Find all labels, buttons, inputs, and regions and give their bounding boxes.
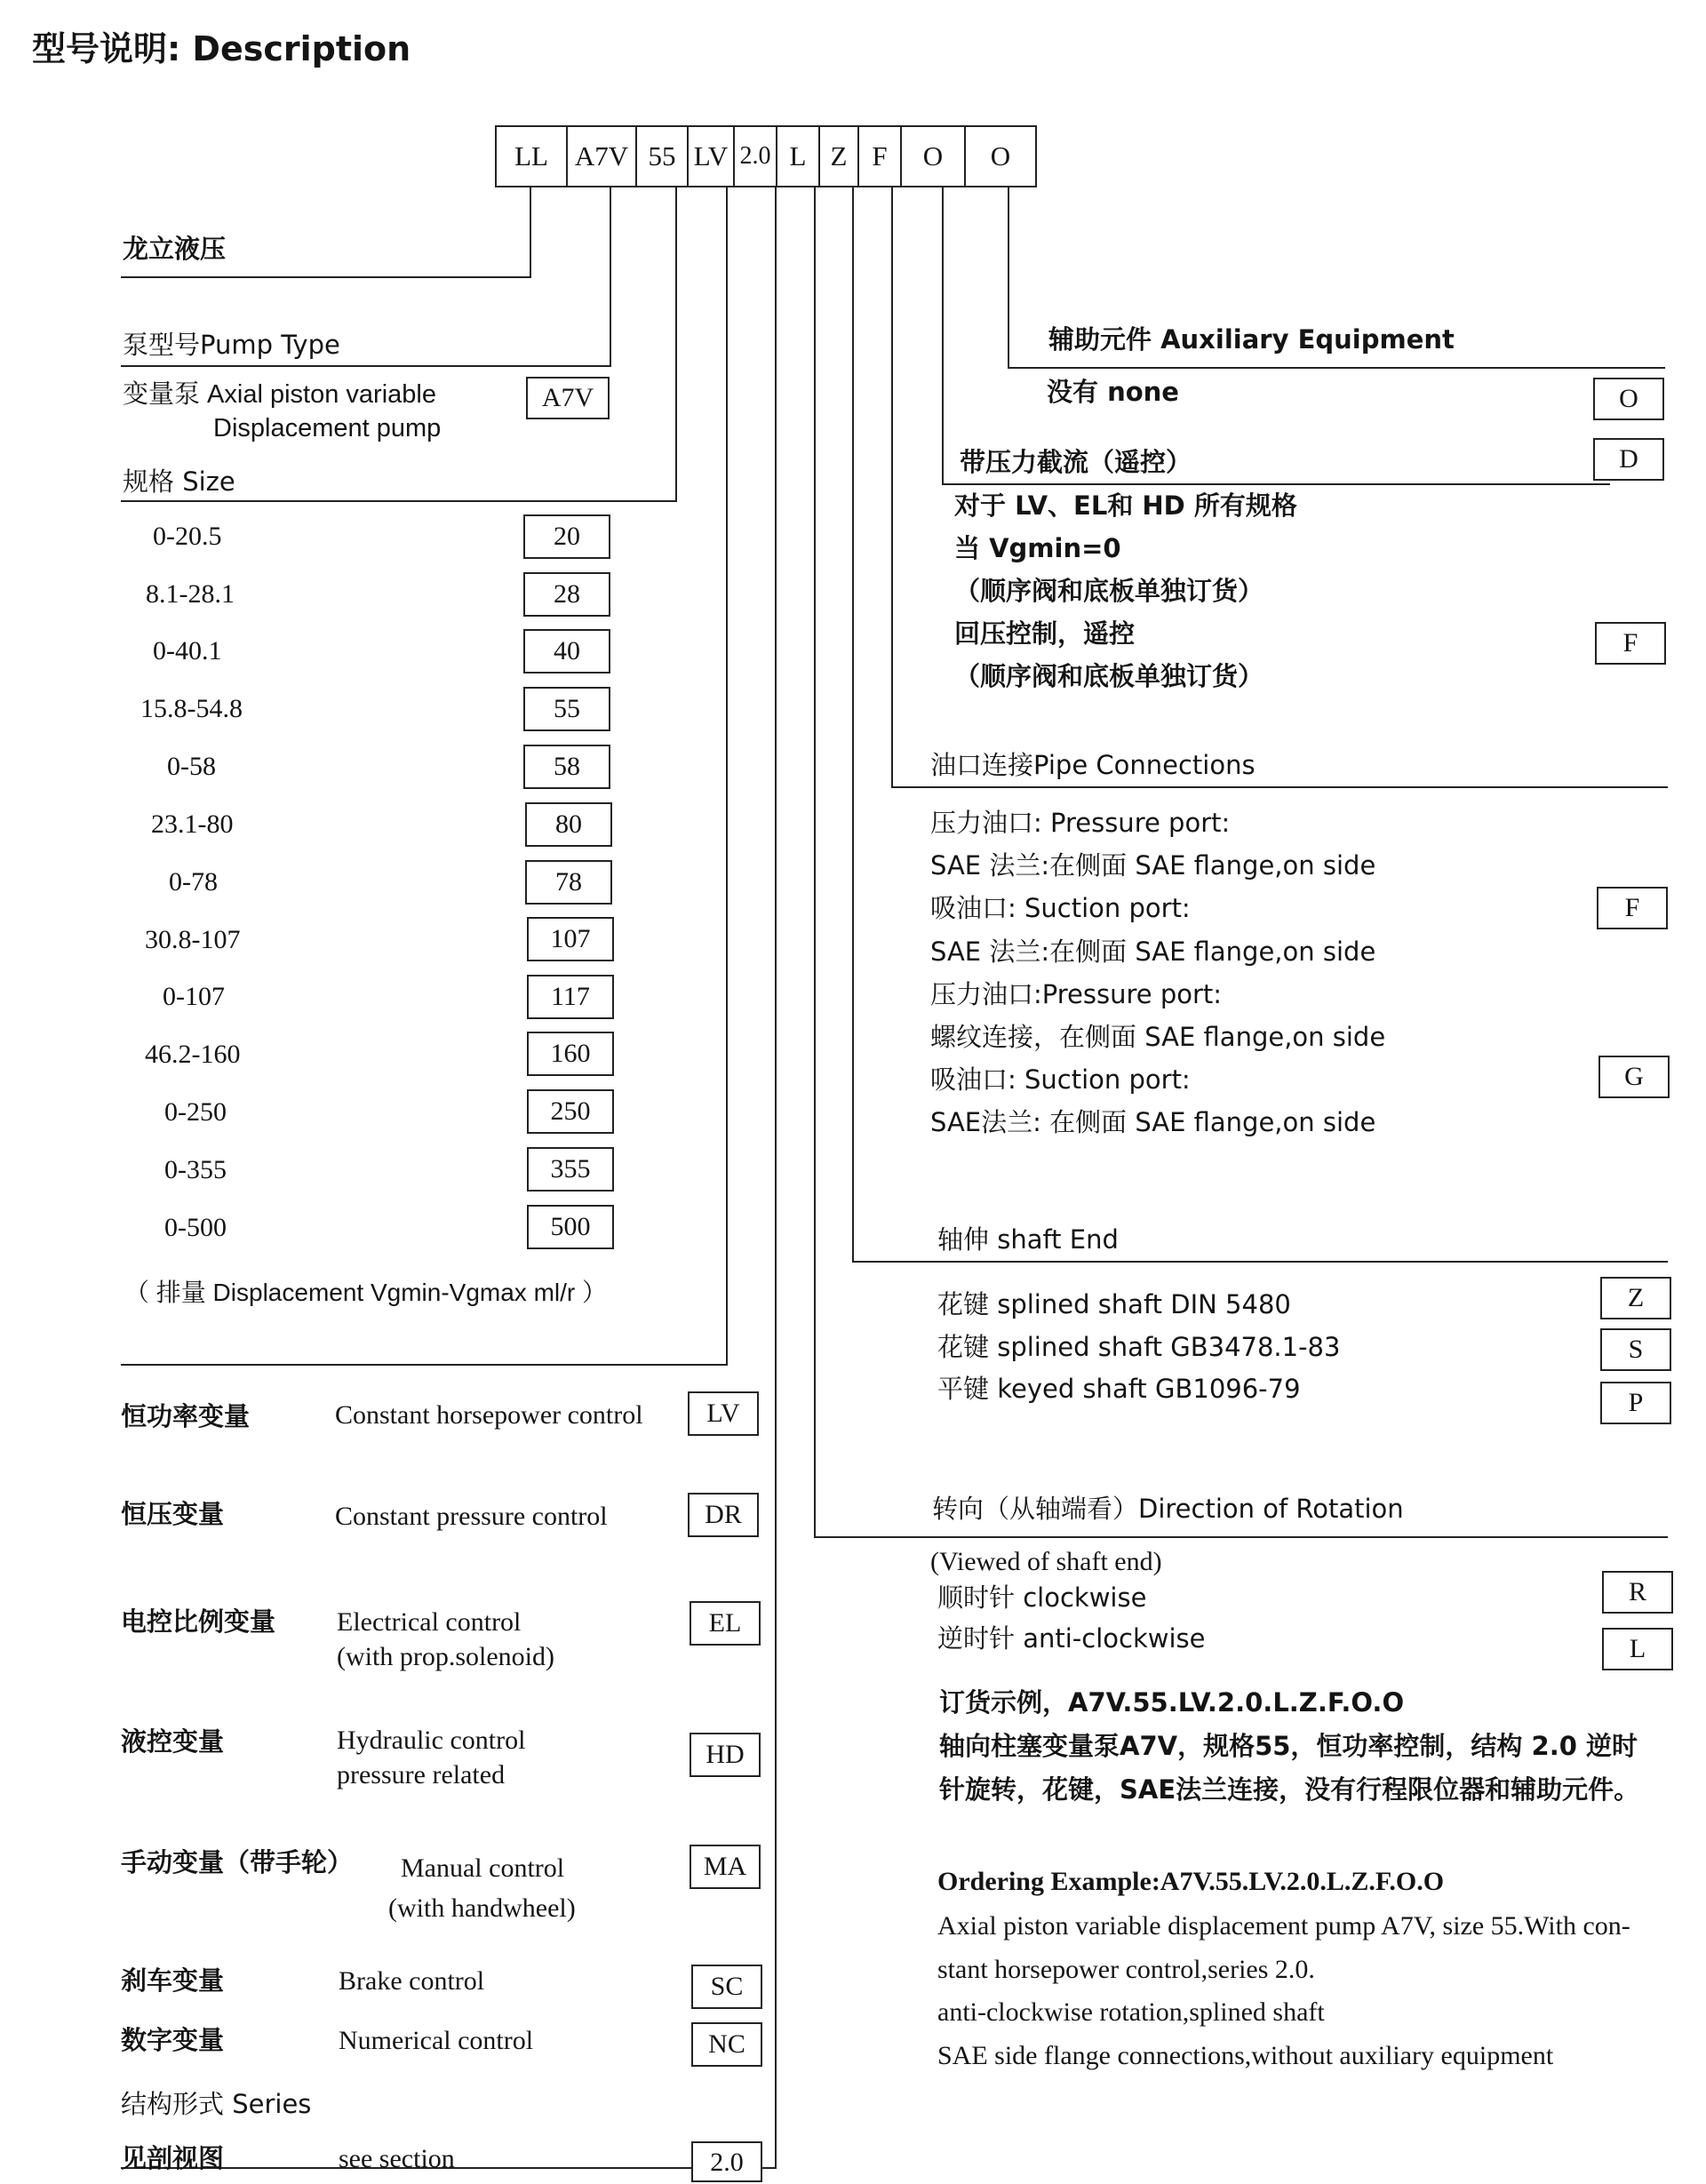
code-cell-ll: LL <box>497 127 568 186</box>
control-en: Numerical control <box>339 2026 534 2055</box>
pipe-line: 吸油口: Suction port: <box>930 893 1191 923</box>
size-code-box: 160 <box>527 1032 614 1076</box>
rotation-sub: (Viewed of shaft end) <box>930 1547 1162 1576</box>
model-code-header <box>495 125 1037 187</box>
rule-pipe <box>891 786 1668 788</box>
auxiliary-none-code-box: O <box>1593 378 1664 420</box>
rule-size <box>121 500 677 502</box>
connector-ll <box>530 187 531 278</box>
control-en-2: (with handwheel) <box>388 1893 576 1923</box>
control-cn: 数字变量 <box>121 2025 225 2055</box>
connector-size <box>675 187 677 502</box>
pipe-line: SAE 法兰:在侧面 SAE flange,on side <box>930 937 1376 967</box>
control-en: Electrical control <box>337 1607 522 1637</box>
auxiliary-note-1: 对于 LV、EL和 HD 所有规格 <box>954 490 1297 521</box>
size-range: 0-20.5 <box>153 522 222 551</box>
size-code-box: 55 <box>523 687 610 731</box>
series-heading: 结构形式 Series <box>121 2089 312 2119</box>
auxiliary-note-5: （顺序阀和底板单独订货） <box>954 661 1264 691</box>
rule-brand <box>121 276 531 278</box>
pump-type-code-box: A7V <box>526 377 610 419</box>
shaft-heading: 轴伸 shaft End <box>937 1224 1119 1255</box>
rotation-row-label: 顺时针 clockwise <box>937 1582 1147 1613</box>
auxiliary-note-3: （顺序阀和底板单独订货） <box>954 576 1264 606</box>
control-cn: 液控变量 <box>121 1726 225 1757</box>
pressure-cutoff-label: 带压力截流（遥控） <box>960 447 1192 477</box>
size-code-box: 500 <box>527 1205 614 1249</box>
size-code-box: 250 <box>527 1089 614 1134</box>
rotation-code-box: L <box>1602 1628 1673 1670</box>
size-range: 0-250 <box>164 1097 227 1127</box>
back-pressure-code-box: F <box>1595 622 1666 665</box>
rule-auxiliary <box>1008 367 1665 369</box>
connector-shaft <box>852 187 854 1263</box>
pipe-line: SAE法兰: 在侧面 SAE flange,on side <box>930 1107 1376 1137</box>
rotation-row-label: 逆时针 anti-clockwise <box>937 1623 1206 1654</box>
pipe-line: SAE 法兰:在侧面 SAE flange,on side <box>930 850 1376 881</box>
rotation-code-box: R <box>1602 1571 1673 1614</box>
size-code-box: 20 <box>523 514 610 559</box>
size-code-box: 40 <box>523 629 610 674</box>
control-en: Hydraulic control <box>337 1726 526 1755</box>
code-cell-shaft: Z <box>820 127 859 186</box>
connector-rotation <box>814 187 816 1538</box>
ordering-en-line-1: Axial piston variable displacement pump A7V, size 55.With con- <box>937 1911 1630 1941</box>
shaft-row-label: 平键 keyed shaft GB1096-79 <box>937 1374 1301 1404</box>
auxiliary-heading: 辅助元件 Auxiliary Equipment <box>1048 324 1455 355</box>
connector-control <box>726 187 728 1366</box>
size-range: 0-40.1 <box>153 636 222 666</box>
size-range: 0-58 <box>167 752 216 781</box>
control-en-2: pressure related <box>337 1760 506 1789</box>
size-displacement-note: （ 排量 Displacement Vgmin-Vgmax ml/r ） <box>124 1279 608 1306</box>
code-cell-series: 2.0 <box>735 127 777 186</box>
size-range: 0-78 <box>169 867 218 897</box>
pressure-cutoff-code-box: D <box>1593 438 1664 481</box>
control-cn: 电控比例变量 <box>121 1606 276 1637</box>
ordering-en-line-3: anti-clockwise rotation,splined shaft <box>937 1997 1325 2027</box>
control-code-box: SC <box>691 1965 762 2009</box>
shaft-code-box: S <box>1600 1328 1671 1371</box>
page-title-text: 型号说明: Description <box>32 29 411 68</box>
size-range: 30.8-107 <box>145 925 241 954</box>
rule-pressure-cutoff <box>942 483 1610 485</box>
size-code-box: 28 <box>523 572 610 617</box>
size-code-box: 58 <box>523 745 610 789</box>
connector-pipe <box>891 187 893 788</box>
rotation-heading: 转向（从轴端看）Direction of Rotation <box>932 1494 1404 1524</box>
size-range: 46.2-160 <box>145 1040 241 1069</box>
shaft-row-label: 花键 splined shaft GB3478.1-83 <box>937 1332 1341 1362</box>
code-cell-pipe: F <box>859 127 902 186</box>
auxiliary-none: 没有 none <box>1047 377 1179 407</box>
size-range: 0-355 <box>164 1155 227 1184</box>
pipe-line: 螺纹连接，在侧面 SAE flange,on side <box>930 1022 1386 1052</box>
auxiliary-note-4: 回压控制，遥控 <box>954 618 1136 649</box>
pipe-line: 压力油口:Pressure port: <box>930 979 1223 1009</box>
control-code-box: HD <box>690 1733 761 1777</box>
page-title <box>32 29 411 68</box>
control-code-box: DR <box>688 1493 759 1537</box>
ordering-en-title: Ordering Example:A7V.55.LV.2.0.L.Z.F.O.O <box>937 1867 1445 1896</box>
rule-shaft <box>852 1261 1668 1263</box>
series-en: see section <box>339 2144 455 2173</box>
pipe-line: 吸油口: Suction port: <box>930 1064 1191 1095</box>
code-cell-rotation: L <box>777 127 820 186</box>
pump-type-desc-2: Displacement pump <box>213 414 442 442</box>
size-range: 8.1-28.1 <box>146 579 235 609</box>
series-cn: 见剖视图 <box>121 2143 225 2173</box>
rule-control <box>121 1364 728 1366</box>
ordering-cn-line-2: 轴向柱塞变量泵A7V，规格55，恒功率控制，结构 2.0 逆时 <box>939 1731 1638 1761</box>
pipe-code-g-box: G <box>1598 1056 1670 1098</box>
size-code-box: 80 <box>525 802 612 847</box>
series-code-box: 2.0 <box>691 2141 762 2182</box>
control-en: Constant horsepower control <box>335 1400 643 1430</box>
size-code-box: 107 <box>527 917 614 961</box>
rule-pump-type <box>121 365 611 367</box>
code-cell-control: LV <box>689 127 735 186</box>
connector-series <box>775 187 777 2169</box>
size-range: 0-107 <box>163 982 225 1011</box>
shaft-row-label: 花键 splined shaft DIN 5480 <box>937 1289 1291 1319</box>
auxiliary-note-2: 当 Vgmin=0 <box>954 533 1121 563</box>
pipe-heading: 油口连接Pipe Connections <box>930 750 1256 780</box>
control-en: Brake control <box>339 1966 485 1996</box>
control-code-box: LV <box>688 1391 759 1436</box>
ordering-cn-line-3: 针旋转，花键，SAE法兰连接，没有行程限位器和辅助元件。 <box>939 1774 1640 1805</box>
rule-rotation <box>814 1536 1668 1538</box>
code-cell-option: O <box>902 127 966 186</box>
size-range: 0-500 <box>164 1213 227 1242</box>
size-range: 15.8-54.8 <box>140 694 243 723</box>
control-en: Constant pressure control <box>335 1502 608 1531</box>
code-cell-size: 55 <box>637 127 689 186</box>
control-cn: 刹车变量 <box>121 1965 225 1996</box>
control-code-box: NC <box>691 2022 762 2067</box>
ordering-cn-line-1: 订货示例，A7V.55.LV.2.0.L.Z.F.O.O <box>939 1687 1405 1718</box>
code-cell-pump-type: A7V <box>568 127 637 186</box>
control-code-box: MA <box>690 1845 761 1889</box>
connector-option <box>942 187 944 485</box>
connector-auxiliary <box>1008 187 1009 369</box>
control-cn: 恒功率变量 <box>121 1401 251 1431</box>
size-code-box: 117 <box>527 975 614 1019</box>
size-heading: 规格 Size <box>123 466 235 497</box>
size-code-box: 355 <box>527 1147 614 1192</box>
pipe-code-f-box: F <box>1597 887 1668 929</box>
pump-type-heading: 泵型号Pump Type <box>123 330 340 360</box>
shaft-code-box: Z <box>1600 1277 1671 1319</box>
brand-label: 龙立液压 <box>123 234 227 264</box>
control-en-2: (with prop.solenoid) <box>337 1642 554 1671</box>
pipe-line: 压力油口: Pressure port: <box>930 808 1231 838</box>
shaft-code-box: P <box>1600 1382 1671 1424</box>
ordering-en-line-4: SAE side flange connections,without auxiliary equipment <box>937 2041 1554 2070</box>
control-en: Manual control <box>401 1853 565 1883</box>
code-cell-auxiliary: O <box>990 140 1011 171</box>
size-code-box: 78 <box>525 860 612 905</box>
ordering-en-line-2: stant horsepower control,series 2.0. <box>937 1955 1315 1984</box>
size-range: 23.1-80 <box>151 809 234 839</box>
pump-type-desc-1: 变量泵 Axial piston variable <box>123 380 436 409</box>
control-cn: 恒压变量 <box>121 1499 225 1529</box>
connector-pump-type <box>610 187 611 367</box>
control-code-box: EL <box>690 1601 761 1646</box>
control-cn: 手动变量（带手轮） <box>121 1847 354 1877</box>
